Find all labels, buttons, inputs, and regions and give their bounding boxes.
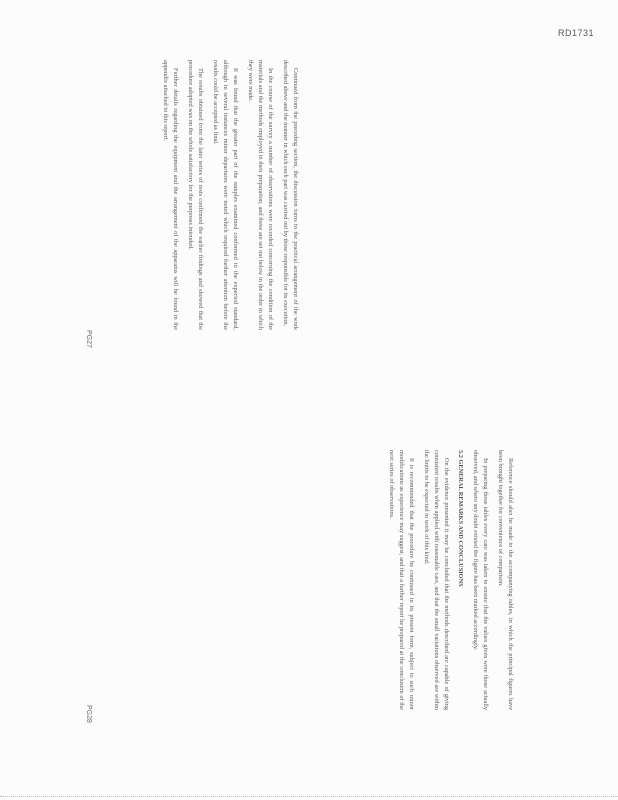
paragraph: In preparing these tables every care was taken to ensure that the values given were those actually observed, and where any doubt existed the figure has been marked accordingly. xyxy=(472,450,489,710)
document-id: RD1731 xyxy=(557,28,594,38)
paragraph: Continued from the preceding section, the discussion turns to the practical arrangement of the work described above and the manner in which each part was carried out by those responsible for its execution. xyxy=(282,60,299,330)
paragraph: It was found that the greater part of the samples examined conformed to the expected standard, although in several instances minor departures were noted which required further attention before the results could be accepted as final. xyxy=(212,60,239,330)
footer-divider xyxy=(0,796,618,797)
paragraph: In the course of the survey a number of observations were recorded concerning the condition of the materials and the methods employed in their preparation, and these are set out below in the order in which they were made. xyxy=(247,60,274,330)
upper-text-column xyxy=(145,60,300,330)
paragraph: On the evidence presented it may be concluded that the methods described are capable of giving consistent results when applied with reasonable care, and that the small variations observed are within the limits to be expected in work of this kind. xyxy=(423,450,450,710)
paragraph: Further details regarding the equipment and the arrangement of the apparatus will be found in the appendix attached to this report. xyxy=(162,60,179,330)
paragraph: The results obtained from the later series of tests confirmed the earlier findings and showed that the procedure adopted was on the whole satisfactory for the purposes intended. xyxy=(187,60,204,330)
page-number-upper: PG27 xyxy=(85,330,92,348)
paragraph: It is recommended that the procedure be continued in its present form, subject to such minor modifications as experience may suggest, and that a further report be prepared at the conclusion of the next series of observations. xyxy=(388,450,415,710)
page-number-lower: PG28 xyxy=(85,705,92,723)
lower-text-column xyxy=(315,450,515,710)
paragraph: Reference should also be made to the accompanying tables, in which the principal figures have been brought together for convenience of comparison. xyxy=(497,450,514,710)
section-heading: 5.2 GENERAL REMARKS AND CONCLUSIONS xyxy=(457,450,464,587)
